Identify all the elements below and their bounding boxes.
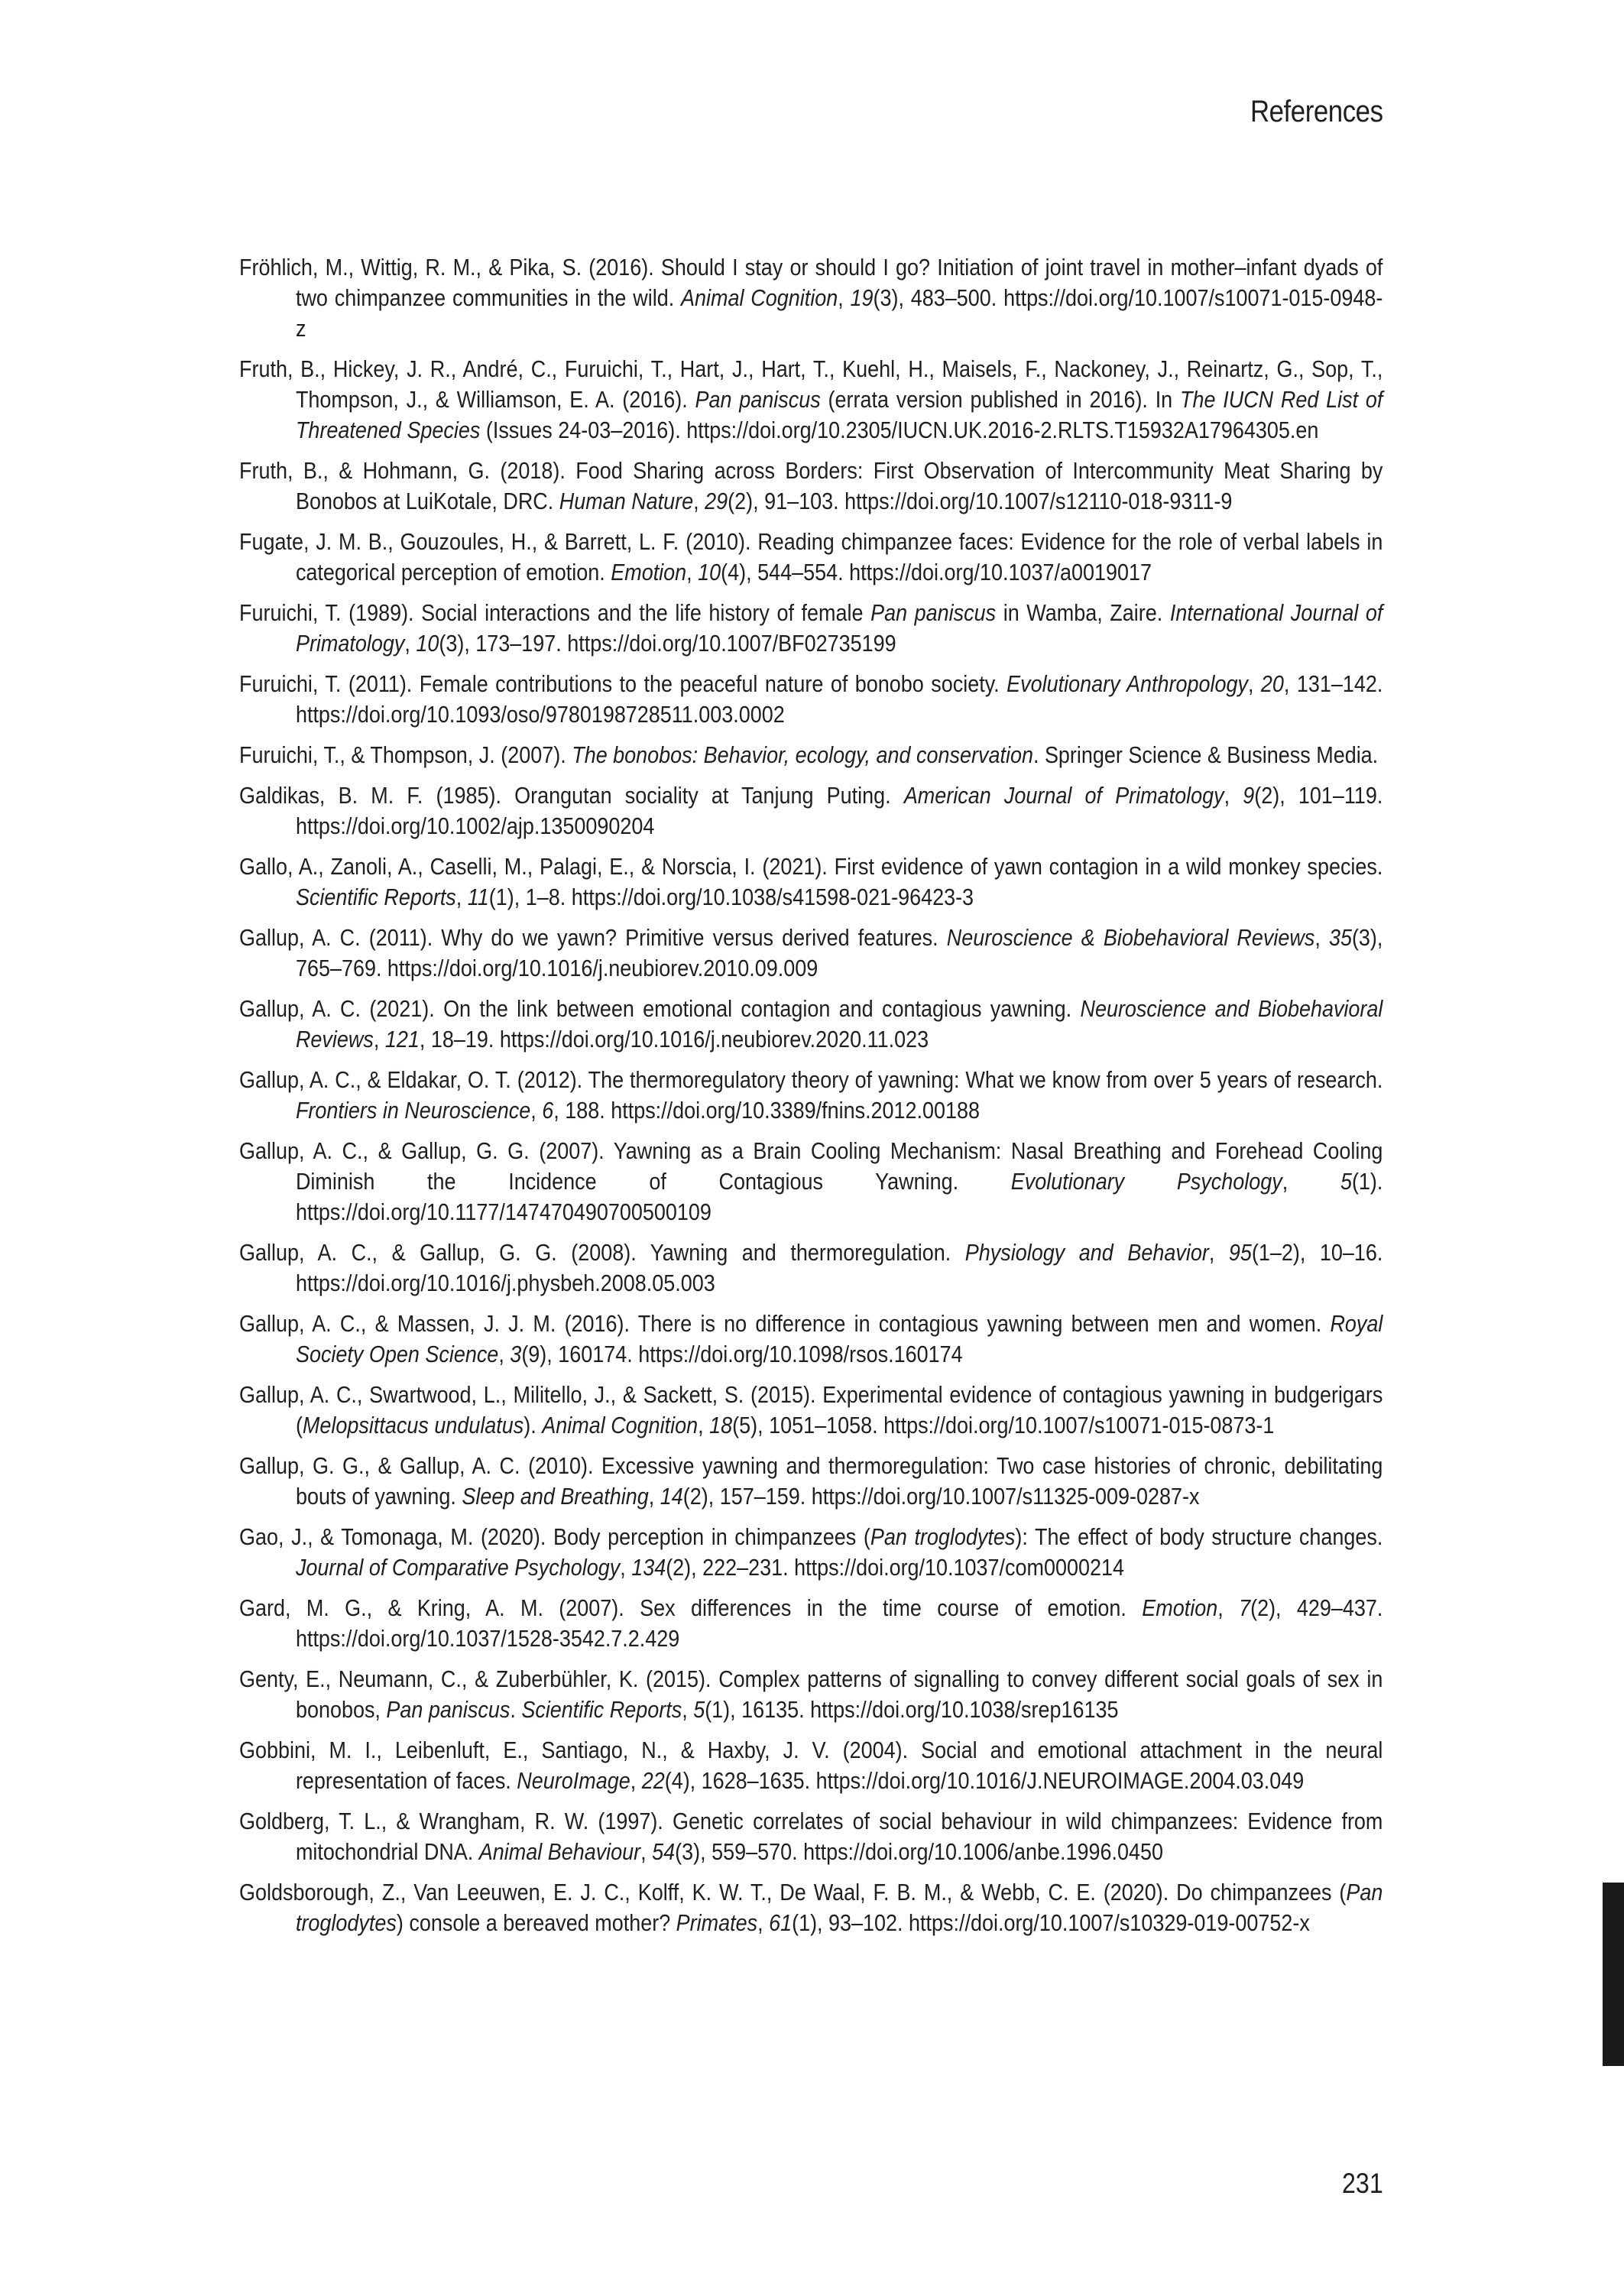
reference-entry <box>239 252 1383 344</box>
reference-entry <box>239 1451 1383 1512</box>
reference-entry <box>239 669 1383 730</box>
reference-text: (3), 559–570. https://doi.org/10.1006/anbe.1996.0450 <box>675 1838 1163 1865</box>
reference-text: Galdikas, B. M. F. (1985). Orangutan sociality at Tanjung Puting. <box>239 782 904 809</box>
reference-text: . Springer Science & Business Media. <box>1032 741 1379 768</box>
reference-text: (Issues 24-03–2016). https://doi.org/10.2305/IUCN.UK.2016-2.RLTS.T15932A17964305.en <box>480 417 1319 443</box>
reference-italic-text: 54 <box>652 1838 676 1865</box>
reference-text: , <box>373 1026 385 1052</box>
reference-text: in Wamba, Zaire. <box>996 599 1170 626</box>
reference-entry <box>239 1877 1383 1938</box>
reference-italic-text: 11 <box>467 884 489 910</box>
reference-entry <box>239 994 1383 1055</box>
reference-text: Gallup, G. G., & Gallup, A. C. (2010). Excessive yawning and thermoregulation: Two case histories of chronic, debilitating bouts of yawning. <box>239 1452 1383 1510</box>
reference-text: (1), 93–102. https://doi.org/10.1007/s10329-019-00752-x <box>792 1909 1310 1936</box>
reference-italic-text: Animal Cognition <box>542 1412 699 1438</box>
reference-text: Gallup, A. C., & Gallup, G. G. (2007). Yawning as a Brain Cooling Mechanism: Nasal Breathing and Forehead Cooling Diminish the Incidence of Contagious Yawning. <box>239 1137 1383 1195</box>
reference-text: (2), 222–231. https://doi.org/10.1037/com0000214 <box>666 1554 1124 1581</box>
reference-text: , <box>630 1767 642 1794</box>
reference-italic-text: Scientific Reports <box>521 1696 682 1723</box>
reference-text: (4), 544–554. https://doi.org/10.1037/a0019017 <box>721 559 1152 585</box>
reference-italic-text: 10 <box>416 630 439 657</box>
reference-entry <box>239 527 1383 588</box>
reference-text: Gallup, A. C. (2021). On the link between emotional contagion and contagious yawning. <box>239 995 1081 1022</box>
reference-entry <box>239 1380 1383 1441</box>
reference-italic-text: 5 <box>693 1696 705 1723</box>
page-number: 231 <box>1342 2168 1383 2199</box>
reference-text: Gallup, A. C. (2011). Why do we yawn? Primitive versus derived features. <box>239 924 947 951</box>
reference-italic-text: 3 <box>510 1341 522 1367</box>
reference-text: , <box>1224 782 1243 809</box>
reference-entry <box>239 1664 1383 1725</box>
reference-italic-text: Evolutionary Anthropology <box>1006 670 1248 697</box>
reference-italic-text: Emotion <box>611 559 687 585</box>
chapter-bleed-tab <box>1603 1883 1624 2066</box>
reference-italic-text: 18 <box>709 1412 733 1438</box>
reference-italic-text: 20 <box>1260 670 1284 697</box>
reference-entry <box>239 1593 1383 1654</box>
reference-text: , <box>404 630 417 657</box>
reference-italic-text: Physiology and Behavior <box>964 1239 1209 1266</box>
reference-text: , <box>455 884 468 910</box>
reference-italic-text: Journal of Comparative Psychology <box>295 1554 621 1581</box>
reference-text: (4), 1628–1635. https://doi.org/10.1016/J.NEUROIMAGE.2004.03.049 <box>664 1767 1305 1794</box>
reference-italic-text: Pan paniscus <box>695 386 821 413</box>
reference-text: (1), 16135. https://doi.org/10.1038/srep16135 <box>705 1696 1119 1723</box>
reference-entry <box>239 740 1383 770</box>
reference-entry <box>239 1806 1383 1867</box>
reference-entry <box>239 923 1383 984</box>
reference-italic-text: Melopsittacus undulatus <box>302 1412 524 1438</box>
reference-entry <box>239 354 1383 446</box>
reference-italic-text: Pan paniscus <box>386 1696 511 1723</box>
reference-text: (2), 91–103. https://doi.org/10.1007/s12110-018-9311-9 <box>728 488 1233 514</box>
reference-text: Fruth, B., & Hohmann, G. (2018). Food Sharing across Borders: First Observation of Intercommunity Meat Sharing by Bonobos at LuiKotale, DRC. <box>239 457 1383 514</box>
reference-text: Gao, J., & Tomonaga, M. (2020). Body perception in chimpanzees ( <box>239 1523 870 1550</box>
reference-entry <box>239 1136 1383 1228</box>
reference-text: , <box>1314 924 1329 951</box>
reference-italic-text: Neuroscience and Biobehavioral Reviews <box>295 995 1383 1052</box>
reference-text: (2), 429–437. https://doi.org/10.1037/1528-3542.7.2.429 <box>295 1594 1383 1652</box>
reference-text: , <box>620 1554 632 1581</box>
reference-italic-text: Scientific Reports <box>295 884 456 910</box>
reference-text: , <box>498 1341 511 1367</box>
reference-italic-text: American Journal of Primatology <box>903 782 1224 809</box>
reference-italic-text: Primates <box>676 1909 758 1936</box>
reference-text: (3), 173–197. https://doi.org/10.1007/BF02735199 <box>439 630 896 657</box>
reference-text: Gallup, A. C., Swartwood, L., Militello, J., & Sackett, S. (2015). Experimental evidence of contagious yawning in budgerigars ( <box>239 1381 1383 1438</box>
reference-italic-text: Sleep and Breathing <box>462 1483 649 1510</box>
reference-entry <box>239 598 1383 659</box>
reference-text: (2), 157–159. https://doi.org/10.1007/s11325-009-0287-x <box>682 1483 1200 1510</box>
reference-entry <box>239 780 1383 842</box>
reference-text: (9), 160174. https://doi.org/10.1098/rsos.160174 <box>521 1341 963 1367</box>
reference-text: , <box>1247 670 1261 697</box>
reference-italic-text: 95 <box>1228 1239 1252 1266</box>
reference-italic-text: Royal Society Open Science <box>295 1310 1383 1367</box>
reference-list <box>239 252 1383 1948</box>
reference-italic-text: Neuroscience & Biobehavioral Reviews <box>946 924 1315 951</box>
reference-italic-text: Human Nature <box>559 488 694 514</box>
page-title: References <box>1250 95 1383 128</box>
reference-italic-text: Evolutionary Psychology <box>1010 1168 1282 1195</box>
reference-entry <box>239 1522 1383 1583</box>
reference-text: (3), 765–769. https://doi.org/10.1016/j.neubiorev.2010.09.009 <box>295 924 1383 981</box>
reference-italic-text: NeuroImage <box>517 1767 630 1794</box>
reference-italic-text: 5 <box>1340 1168 1352 1195</box>
reference-italic-text: 7 <box>1239 1594 1251 1621</box>
reference-text: (errata version published in 2016). In <box>820 386 1180 413</box>
reference-text: , 18–19. https://doi.org/10.1016/j.neubiorev.2020.11.023 <box>419 1026 929 1052</box>
reference-italic-text: 134 <box>631 1554 666 1581</box>
reference-text: Gard, M. G., & Kring, A. M. (2007). Sex differences in the time course of emotion. <box>239 1594 1143 1621</box>
reference-italic-text: Animal Behaviour <box>478 1838 641 1865</box>
reference-entry <box>239 456 1383 517</box>
reference-italic-text: Frontiers in Neuroscience <box>295 1097 531 1124</box>
reference-text: , <box>686 559 699 585</box>
reference-text: Gallup, A. C., & Massen, J. J. M. (2016). There is no difference in contagious yawning between men and women. <box>239 1310 1331 1337</box>
reference-text: ) console a bereaved mother? <box>396 1909 676 1936</box>
reference-text: Genty, E., Neumann, C., & Zuberbühler, K. (2015). Complex patterns of signalling to convey different social goals of sex in bonobos, <box>239 1665 1383 1723</box>
reference-italic-text: Emotion <box>1142 1594 1218 1621</box>
reference-text: , <box>648 1483 660 1510</box>
reference-text: ): The effect of body structure changes. <box>1015 1523 1383 1550</box>
reference-entry <box>239 851 1383 913</box>
reference-italic-text: Pan troglodytes <box>870 1523 1016 1550</box>
reference-text: Furuichi, T., & Thompson, J. (2007). <box>239 741 572 768</box>
reference-text: , <box>1208 1239 1229 1266</box>
reference-text: ). <box>524 1412 543 1438</box>
reference-text: Fröhlich, M., Wittig, R. M., & Pika, S. (2016). Should I stay or should I go? Initiation of joint travel in mother–infant dyads of two chimpanzee communities in the wild. <box>239 254 1383 311</box>
reference-text: . <box>510 1696 522 1723</box>
reference-text: , <box>640 1838 653 1865</box>
reference-text: Goldberg, T. L., & Wrangham, R. W. (1997). Genetic correlates of social behaviour in wild chimpanzees: Evidence from mitochondrial DNA. <box>239 1808 1383 1865</box>
reference-italic-text: 29 <box>705 488 728 514</box>
reference-italic-text: Pan troglodytes <box>295 1879 1383 1936</box>
reference-text: (1), 1–8. https://doi.org/10.1038/s41598-021-96423-3 <box>488 884 974 910</box>
reference-italic-text: 6 <box>542 1097 554 1124</box>
reference-text: (2), 101–119. https://doi.org/10.1002/ajp.1350090204 <box>295 782 1383 839</box>
reference-entry <box>239 1735 1383 1796</box>
reference-italic-text: The IUCN Red List of Threatened Species <box>295 386 1383 443</box>
reference-text: Gallup, A. C., & Eldakar, O. T. (2012). The thermoregulatory theory of yawning: What we know from over 5 years of research. <box>239 1066 1383 1093</box>
reference-italic-text: International Journal of Primatology <box>295 599 1383 657</box>
reference-text: , <box>1282 1168 1340 1195</box>
reference-text: Gobbini, M. I., Leibenluft, E., Santiago, N., & Haxby, J. V. (2004). Social and emotional attachment in the neural representation of faces. <box>239 1737 1383 1794</box>
reference-text: , <box>838 284 851 311</box>
reference-text: , <box>698 1412 710 1438</box>
reference-text: , <box>757 1909 770 1936</box>
reference-text: Gallup, A. C., & Gallup, G. G. (2008). Yawning and thermoregulation. <box>239 1239 965 1266</box>
reference-text: Furuichi, T. (1989). Social interactions and the life history of female <box>239 599 871 626</box>
reference-text: Fugate, J. M. B., Gouzoules, H., & Barrett, L. F. (2010). Reading chimpanzee faces: Evidence for the role of verbal labels in categorical perception of emotion. <box>239 528 1383 585</box>
reference-text: Furuichi, T. (2011). Female contributions to the peaceful nature of bonobo society. <box>239 670 1007 697</box>
reference-italic-text: 9 <box>1243 782 1255 809</box>
reference-text: (5), 1051–1058. https://doi.org/10.1007/s10071-015-0873-1 <box>732 1412 1275 1438</box>
reference-text: , 131–142. https://doi.org/10.1093/oso/9780198728511.003.0002 <box>295 670 1383 728</box>
reference-text: (1–2), 10–16. https://doi.org/10.1016/j.physbeh.2008.05.003 <box>295 1239 1383 1296</box>
reference-text: (1). https://doi.org/10.1177/147470490700500109 <box>295 1168 1383 1225</box>
reference-italic-text: Pan paniscus <box>870 599 997 626</box>
reference-text: Goldsborough, Z., Van Leeuwen, E. J. C., Kolff, K. W. T., De Waal, F. B. M., & Webb, C. E. (2020). Do chimpanzees ( <box>239 1879 1347 1905</box>
reference-text: , <box>693 488 705 514</box>
reference-text: Gallo, A., Zanoli, A., Caselli, M., Palagi, E., & Norscia, I. (2021). First evidence of yawn contagion in a wild monkey species. <box>239 853 1383 880</box>
reference-text: , <box>682 1696 694 1723</box>
reference-italic-text: 22 <box>641 1767 665 1794</box>
reference-text: , <box>1217 1594 1240 1621</box>
reference-italic-text: 61 <box>769 1909 793 1936</box>
reference-italic-text: 14 <box>660 1483 683 1510</box>
reference-text: (3), 483–500. https://doi.org/10.1007/s10071-015-0948-z <box>295 284 1383 342</box>
reference-entry <box>239 1309 1383 1370</box>
reference-text: Fruth, B., Hickey, J. R., André, C., Furuichi, T., Hart, J., Hart, T., Kuehl, H., Maisels, F., Nackoney, J., Reinartz, G., Sop, T., Thompson, J., & Williamson, E. A. (2016). <box>239 355 1383 413</box>
reference-italic-text: 19 <box>850 284 874 311</box>
reference-italic-text: Animal Cognition <box>681 284 838 311</box>
reference-italic-text: 35 <box>1328 924 1352 951</box>
reference-text: , 188. https://doi.org/10.3389/fnins.2012.00188 <box>553 1097 981 1124</box>
reference-entry <box>239 1065 1383 1126</box>
reference-italic-text: 121 <box>384 1026 420 1052</box>
reference-text: , <box>530 1097 543 1124</box>
reference-italic-text: The bonobos: Behavior, ecology, and conservation <box>572 741 1033 768</box>
reference-entry <box>239 1237 1383 1299</box>
reference-italic-text: 10 <box>698 559 721 585</box>
